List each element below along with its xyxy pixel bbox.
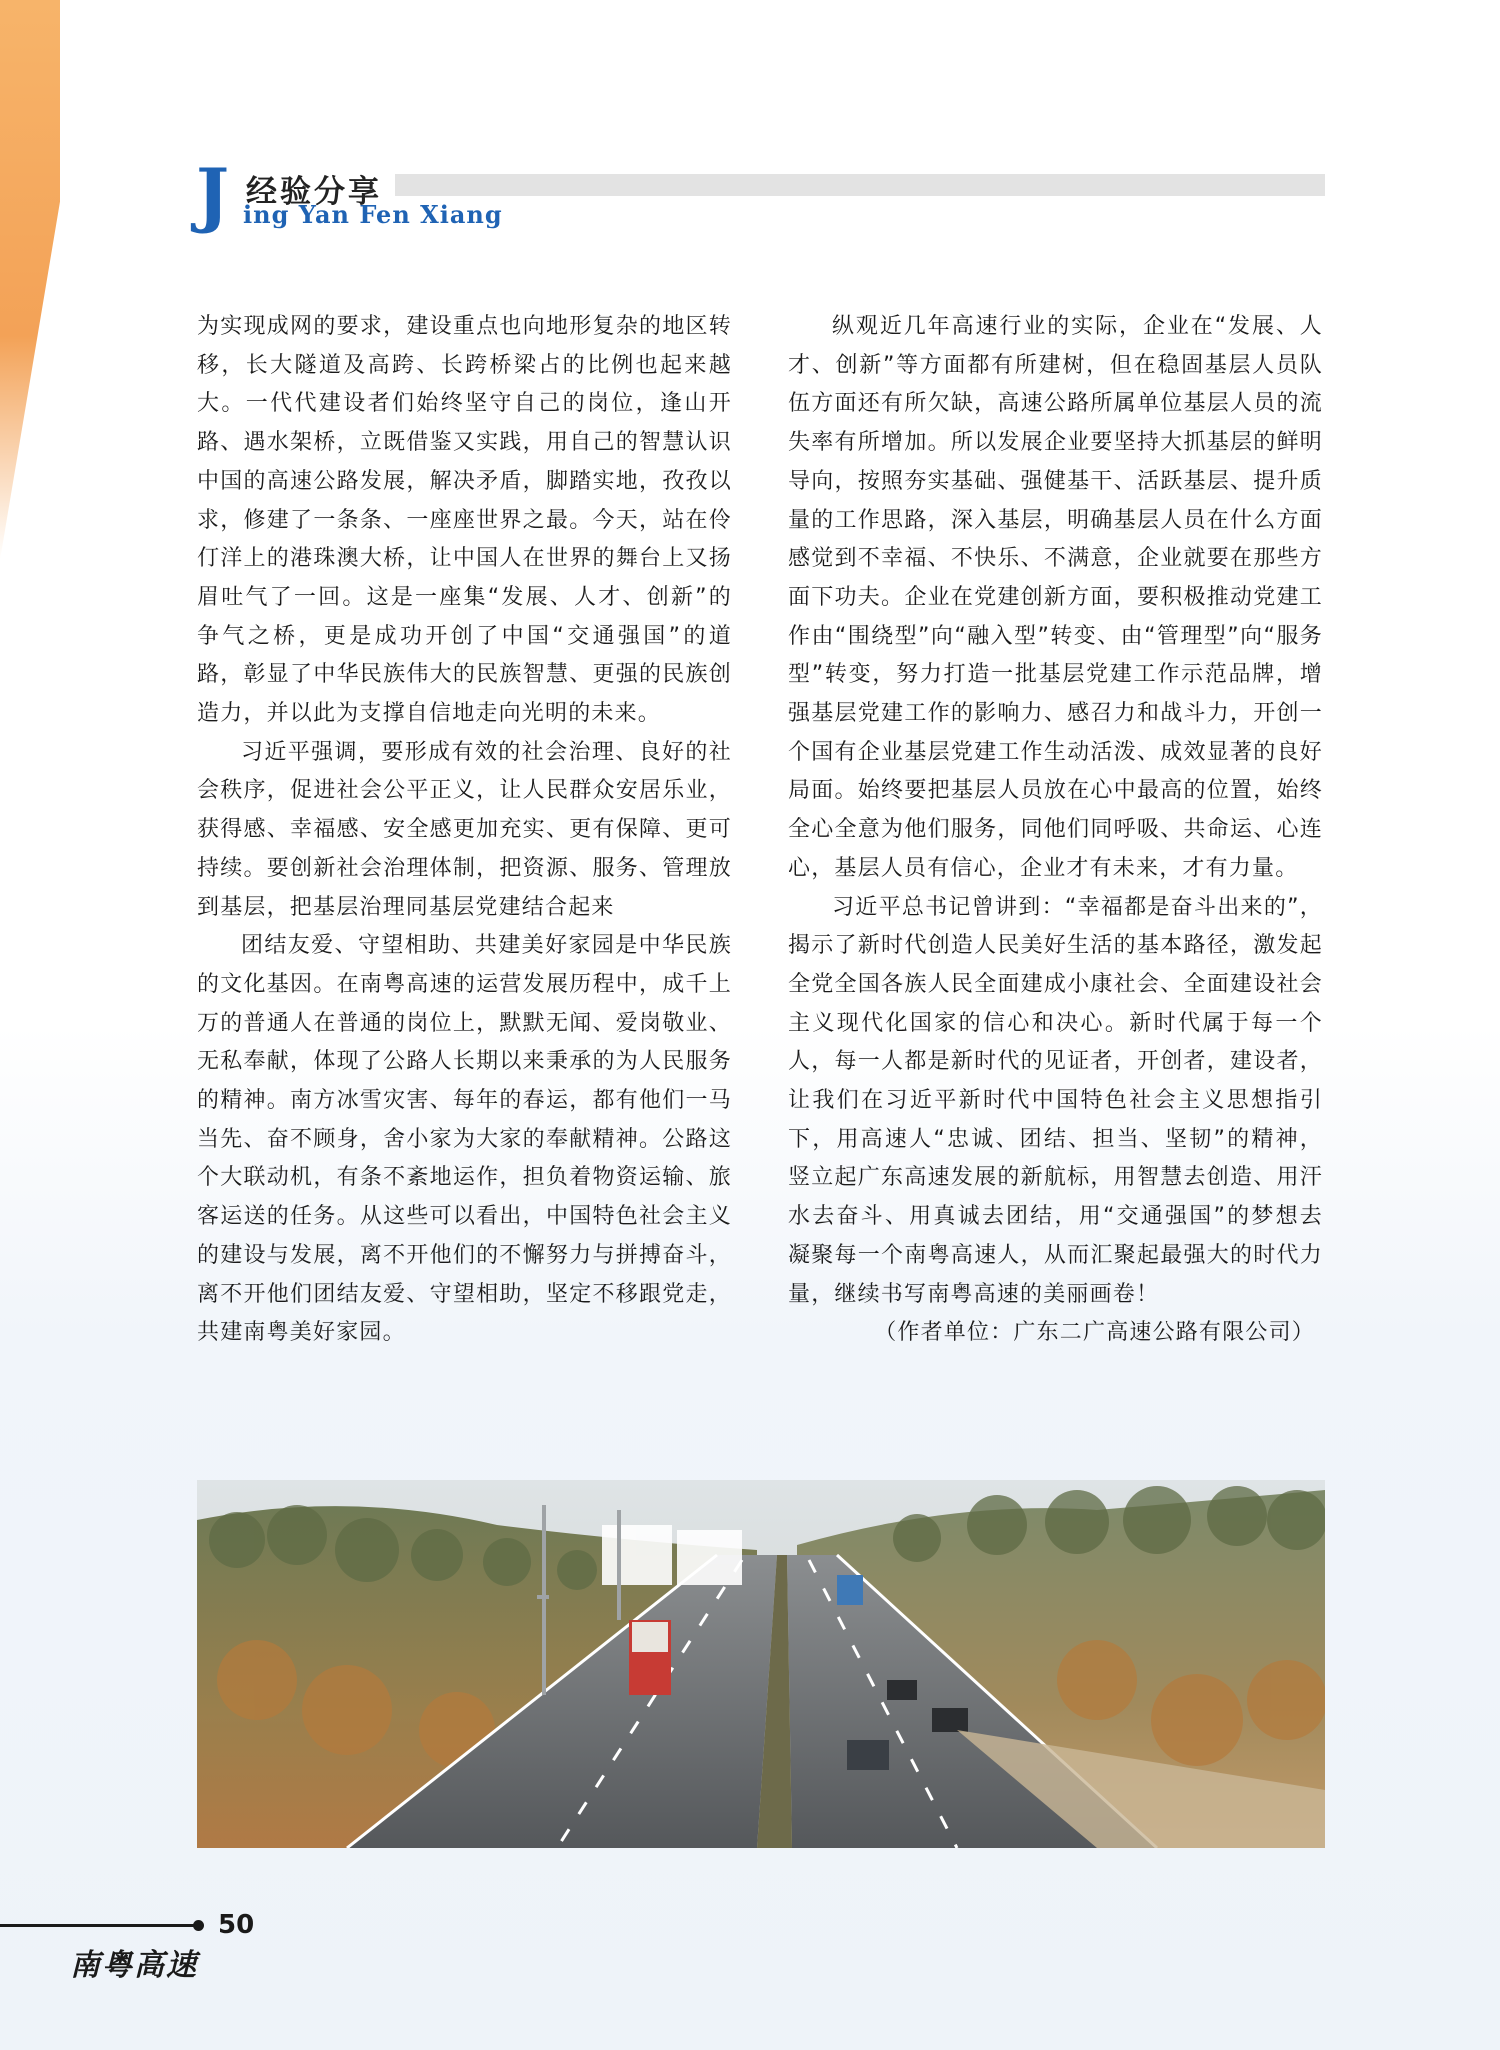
corner-accent-strip [0, 0, 60, 560]
header-initial: J [196, 153, 230, 236]
highway-illustration [197, 1480, 1325, 1848]
section-title-cn: 经验分享 [246, 174, 382, 210]
section-title-pinyin: ing Yan Fen Xiang [243, 200, 503, 229]
footer-rule [0, 1924, 198, 1927]
footer-dot [193, 1920, 204, 1931]
author-affiliation: （作者单位：广东二广高速公路有限公司） [874, 1320, 1315, 1346]
right-column [788, 308, 1323, 1353]
paragraph: 团结友爱、守望相助、共建美好家园是中华民族的文化基因。在南粤高速的运营发展历程中，成千上万的普通人在普通的岗位上，默默无闻、爱岗敬业、无私奉献，体现了公路人长期以来秉承的为人民服务的精神。南方冰雪灾害、每年的春运，都有他们一马当先、奋不顾身，舍小家为大家的奉献精神。公路这个大联动机，有条不紊地运作，担负着物资运输、旅客运送的任务。从这些可以看出，中国特色社会主义的建设与发展，离不开他们的不懈努力与拼搏奋斗，离不开他们团结友爱、守望相助，坚定不移跟党走，共建南粤美好家园。 [197, 933, 732, 1346]
paragraph: 纵观近几年高速行业的实际，企业在“发展、人才、创新”等方面都有所建树，但在稳固基层人员队伍方面还有所欠缺，高速公路所属单位基层人员的流失率有所增加。所以发展企业要坚持大抓基层的鲜明导向，按照夯实基础、强健基干、活跃基层、提升质量的工作思路，深入基层，明确基层人员在什么方面感觉到不幸福、不快乐、不满意，企业就要在那些方面下功夫。企业在党建创新方面，要积极推动党建工作由“围绕型”向“融入型”转变、由“管理型”向“服务型”转变，努力打造一批基层党建工作示范品牌，增强基层党建工作的影响力、感召力和战斗力，开创一个国有企业基层党建工作生动活泼、成效显著的良好局面。始终要把基层人员放在心中最高的位置，始终全心全意为他们服务，同他们同呼吸、共命运、心连心，基层人员有信心，企业才有未来，才有力量。 [788, 314, 1323, 881]
header-gray-bar [395, 174, 1325, 196]
left-column [197, 308, 732, 1353]
highway-photo [197, 1480, 1325, 1848]
magazine-logo: 南粤高速 [70, 1948, 198, 1983]
paragraph: 习近平总书记曾讲到：“幸福都是奋斗出来的”，揭示了新时代创造人民美好生活的基本路径，激发起全党全国各族人民全面建成小康社会、全面建设社会主义现代化国家的信心和决心。新时代属于每一个人，每一人都是新时代的见证者，开创者，建设者，让我们在习近平新时代中国特色社会主义思想指引下，用高速人“忠诚、团结、担当、坚韧”的精神，竖立起广东高速发展的新航标，用智慧去创造、用汗水去奋斗、用真诚去团结，用“交通强国”的梦想去凝聚每一个南粤高速人，从而汇聚起最强大的时代力量，继续书写南粤高速的美丽画卷！ [788, 894, 1323, 1307]
paragraph: 为实现成网的要求，建设重点也向地形复杂的地区转移，长大隧道及高跨、长跨桥梁占的比例也起来越大。一代代建设者们始终坚守自己的岗位，逢山开路、遇水架桥，立既借鉴又实践，用自己的智慧认识中国的高速公路发展，解决矛盾，脚踏实地，孜孜以求，修建了一条条、一座座世界之最。今天，站在伶仃洋上的港珠澳大桥，让中国人在世界的舞台上又扬眉吐气了一回。这是一座集“发展、人才、创新”的争气之桥，更是成功开创了中国“交通强国”的道路，彰显了中华民族伟大的民族智慧、更强的民族创造力，并以此为支撑自信地走向光明的未来。 [197, 314, 732, 727]
paragraph: 习近平强调，要形成有效的社会治理、良好的社会秩序，促进社会公平正义，让人民群众安居乐业，获得感、幸福感、安全感更加充实、更有保障、更可持续。要创新社会治理体制，把资源、服务、管理放到基层，把基层治理同基层党建结合起来 [197, 739, 732, 920]
page-number: 50 [218, 1910, 255, 1940]
